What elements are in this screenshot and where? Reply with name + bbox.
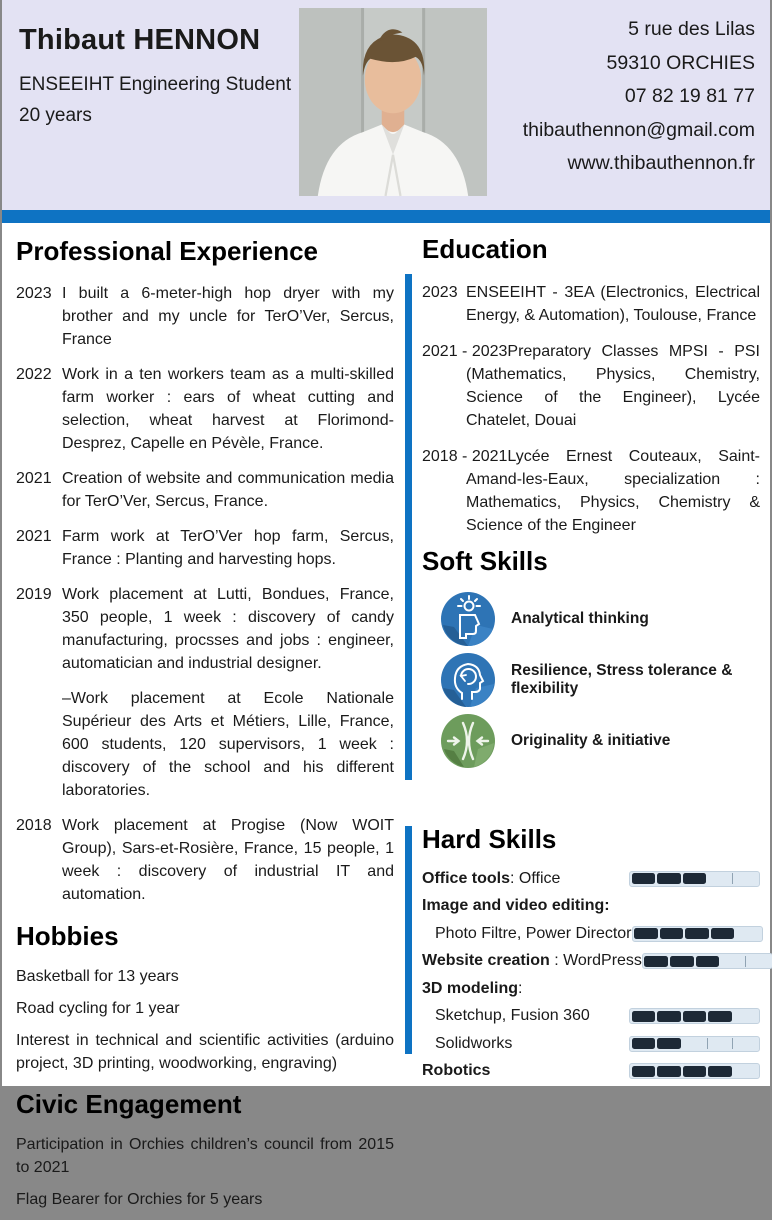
- header-divider-bar: [2, 210, 770, 223]
- experience-text: Creation of website and communication media for TerO’Ver, Sercus, France.: [62, 470, 394, 510]
- civic-section: [16, 1089, 394, 1211]
- hobby-item: Basketball for 13 years: [16, 968, 179, 985]
- skill-level-bar: [629, 1036, 760, 1052]
- experience-year: 2021: [16, 528, 52, 545]
- hobbies-title: Hobbies: [16, 921, 119, 951]
- experience-year: 2019: [16, 586, 52, 603]
- contact-phone: 07 82 19 81 77: [624, 85, 755, 107]
- education-item: [422, 281, 760, 327]
- experience-text: –Work placement at Ecole Nationale Supérieur des Arts et Métiers, Lille, France, 600 students, 120 supervisors, 1 week : discovery of the school and his different laboratories.: [62, 690, 394, 799]
- education-title: Education: [422, 234, 548, 264]
- hard-skills-section: [422, 824, 760, 1085]
- soft-skill-label: Originality & initiative: [511, 732, 671, 749]
- civic-item: Flag Bearer for Orchies for 5 years: [16, 1191, 263, 1208]
- experience-item: [16, 814, 394, 906]
- head-lightbulb-icon: [440, 591, 496, 647]
- experience-text: Farm work at TerO’Ver hop farm, Sercus, France : Planting and harvesting hops.: [62, 528, 394, 568]
- profile-photo: [299, 8, 487, 196]
- experience-text: Work in a ten workers team as a multi-skilled farm worker : ears of wheat cutting and selection, wheat harvest at Florimond-Desprez, Capelle en Pévèle, France.: [62, 366, 394, 452]
- hobbies-section: [16, 921, 394, 1075]
- soft-skills-title: Soft Skills: [422, 546, 548, 576]
- hard-skill-row: [422, 893, 760, 921]
- skill-level-bar: [629, 1008, 760, 1024]
- person-name: Thibaut HENNON: [19, 24, 261, 56]
- person-subtitle: ENSEEIHT Engineering Student: [19, 74, 292, 95]
- soft-skill-item: [422, 652, 760, 708]
- hobby-item: Interest in technical and scientific activities (arduino project, 3D printing, woodworking, engraving): [16, 1032, 394, 1072]
- education-text: Lycée Ernest Couteaux, Saint-Amand-les-Eaux, specialization : Mathematics, Physics, Chemistry & Science of the Engineer: [466, 448, 760, 534]
- civic-title: Civic Engagement: [16, 1089, 242, 1119]
- hard-skill-row: [422, 1058, 760, 1086]
- hard-skill-row: [422, 1030, 760, 1058]
- converging-arrows-icon: [440, 713, 496, 769]
- hard-skill-label: Sketchup, Fusion 360: [435, 1007, 590, 1025]
- soft-skill-item: [422, 591, 760, 647]
- contact-website: www.thibauthennon.fr: [567, 152, 755, 174]
- soft-skill-item: [422, 713, 760, 769]
- hard-skill-row: [422, 1003, 760, 1031]
- hard-skill-row: [422, 920, 760, 948]
- hard-skill-label: Solidworks: [435, 1034, 513, 1052]
- soft-skills-section: [422, 546, 760, 774]
- civic-item: Participation in Orchies children’s council from 2015 to 2021: [16, 1136, 394, 1176]
- experience-item: [16, 363, 394, 455]
- hard-skill-label: 3D modeling:: [422, 979, 523, 997]
- experience-year: 2023: [16, 285, 52, 302]
- hard-skill-label: Image and video editing:: [422, 897, 610, 915]
- experience-item: [16, 583, 394, 675]
- education-text: ENSEEIHT - 3EA (Electronics, Electrical Energy, & Automation), Toulouse, France: [466, 284, 760, 324]
- hobby-item: Road cycling for 1 year: [16, 1000, 180, 1017]
- hard-skill-label: Robotics: [422, 1062, 491, 1080]
- experience-item: [16, 525, 394, 571]
- head-gear-icon: [440, 652, 496, 708]
- experience-title: Professional Experience: [16, 236, 319, 266]
- soft-skill-label: Analytical thinking: [511, 610, 649, 627]
- portrait-photo-illustration: [299, 8, 487, 196]
- education-item: [422, 340, 760, 432]
- education-section: [422, 234, 760, 550]
- left-column: [16, 236, 394, 1220]
- contact-address-line1: 5 rue des Lilas: [628, 18, 755, 40]
- hard-skill-label: Photo Filtre, Power Director: [435, 924, 632, 942]
- contact-block: [523, 13, 755, 181]
- experience-year: 2021: [16, 470, 52, 487]
- skill-level-bar: [629, 1063, 760, 1079]
- experience-text: Work placement at Progise (Now WOIT Group), Sars-et-Rosière, France, 15 people, 1 week : discovery of industrial IT and automation.: [62, 817, 394, 903]
- experience-year: 2022: [16, 366, 52, 383]
- education-item: [422, 445, 760, 537]
- experience-year: 2018: [16, 817, 52, 834]
- hard-skill-row: [422, 975, 760, 1003]
- education-year: 2021 - 2023: [422, 343, 508, 360]
- contact-address-line2: 59310 ORCHIES: [606, 51, 755, 74]
- hard-skills-accent-bar: [405, 826, 412, 1054]
- identity-block: [19, 24, 299, 127]
- person-age: 20 years: [19, 105, 92, 126]
- header: [2, 0, 770, 210]
- experience-item: [16, 687, 394, 802]
- education-year: 2018 - 2021: [422, 448, 508, 465]
- education-year: 2023: [422, 284, 458, 301]
- education-accent-bar: [405, 274, 412, 780]
- hard-skill-label: Website creation : WordPress: [422, 952, 642, 970]
- soft-skill-label: Resilience, Stress tolerance & flexibility: [511, 662, 733, 697]
- hard-skill-row: [422, 948, 760, 976]
- education-text: Preparatory Classes MPSI - PSI (Mathematics, Physics, Chemistry, Science of the Engineer), Lycée Chatelet, Douai: [466, 343, 760, 429]
- soft-skills-list: [422, 591, 760, 769]
- experience-text: I built a 6-meter-high hop dryer with my brother and my uncle for TerO’Ver, Sercus, France: [62, 285, 394, 348]
- hard-skill-row: [422, 865, 760, 893]
- experience-item: [16, 467, 394, 513]
- cv-page: [2, 0, 770, 1208]
- skill-level-bar: [632, 926, 763, 942]
- experience-text: Work placement at Lutti, Bondues, France, 350 people, 1 week : discovery of candy manufacturing, procsses and jobs : engineer, automatician and industrial designer.: [62, 586, 394, 672]
- skill-level-bar: [629, 871, 760, 887]
- contact-email: thibauthennon@gmail.com: [522, 118, 755, 141]
- experience-item: [16, 282, 394, 351]
- hard-skills-title: Hard Skills: [422, 824, 557, 854]
- hard-skill-label: Office tools: Office: [422, 869, 561, 887]
- skill-level-bar: [642, 953, 772, 969]
